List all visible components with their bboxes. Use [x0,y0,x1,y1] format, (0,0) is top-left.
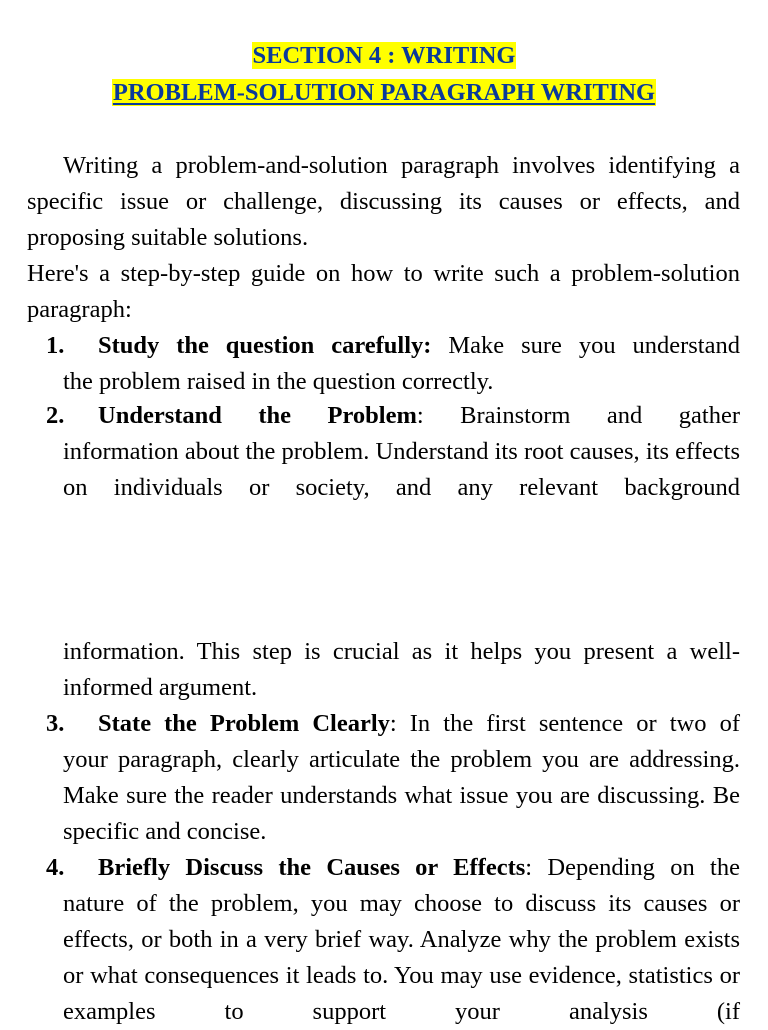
list-item-step-2 [46,398,740,506]
step-first-line-text: : Depending on the [525,854,740,881]
step-first-line-text: : Brainstorm and gather [416,402,740,429]
step-number: 2. [46,402,65,429]
step-title: Understand the Problem [98,402,417,429]
section-subtitle [0,75,768,111]
section-title-text: SECTION 4 : WRITING [252,42,516,69]
list-item-step-2-continued [46,634,740,706]
list-item-step-3 [46,706,740,850]
step-continuation: your paragraph, clearly articulate the problem you are addressing. Make sure the reader understands what issue you are discussing. Be specific and concise. [63,746,740,845]
step-title: Study the question carefully: [98,332,432,359]
step-number: 4. [46,854,65,881]
section-title [0,38,768,74]
step-first-line-text: : In the first sentence or two of [389,710,740,737]
intro-paragraph: Writing a problem-and-solution paragraph involves identifying a specific issue or challenge, discussing its causes or effects, and proposing suitable solutions. [27,152,740,251]
list-item-step-1 [46,328,740,400]
list-item-step-4 [46,850,740,1030]
step-first-line-text: Make sure you understand [431,332,740,359]
section-subtitle-text: PROBLEM-SOLUTION PARAGRAPH WRITING [112,79,656,106]
step-title: State the Problem Clearly [98,710,390,737]
guide-paragraph: Here's a step-by-step guide on how to write such a problem-solution paragraph: [27,260,740,323]
step-continuation: nature of the problem, you may choose to discuss its causes or effects, or both in a very brief way. Analyze why the problem exists or what consequences it leads to. You may use evidence, statistics or examples to support your analysis (if [63,890,740,1025]
step-title: Briefly Discuss the Causes or Effects [98,854,526,881]
step-continuation: the problem raised in the question correctly. [63,368,494,395]
step-continuation: information about the problem. Understand its root causes, its effects on individuals or society, and any relevant background [63,438,740,501]
step-number: 1. [46,332,65,359]
step-continuation-page-2: information. This step is crucial as it helps you present a well-informed argument. [63,638,740,701]
step-number: 3. [46,710,65,737]
